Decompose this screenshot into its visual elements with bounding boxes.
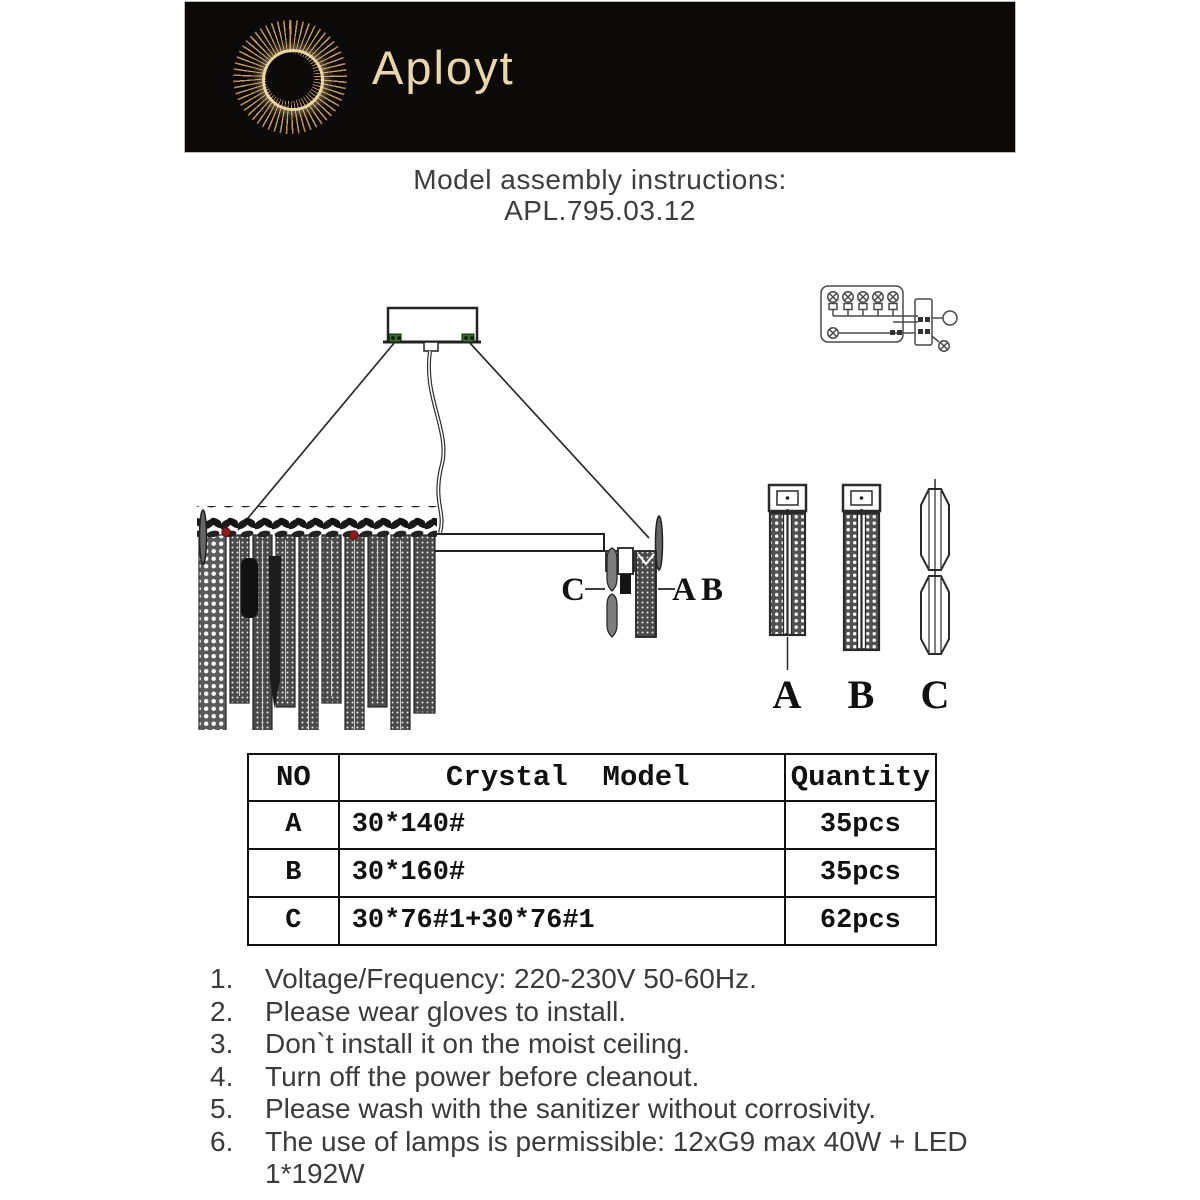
sunburst-core xyxy=(266,53,314,101)
item-text: Please wear gloves to install. xyxy=(265,995,627,1027)
table-row xyxy=(248,801,936,849)
table-header-row xyxy=(248,754,936,801)
row-c-quantity: 62pcs xyxy=(785,897,936,945)
row-b-model: 30*160# xyxy=(339,849,785,897)
row-b-no: B xyxy=(248,849,339,897)
crystal-parts xyxy=(769,479,949,670)
brand-name: Aployt xyxy=(372,41,515,94)
header-no: NO xyxy=(248,754,339,801)
header-quantity: Quantity xyxy=(785,754,936,801)
document-title xyxy=(0,164,1200,226)
item-text: Don`t install it on the moist ceiling. xyxy=(265,1028,690,1059)
item-number: 3. xyxy=(210,1028,234,1059)
list-item xyxy=(210,1126,985,1191)
callout-b: B xyxy=(700,572,724,608)
item-text: The use of lamps is permissible: 12xG9 max 40W + LED 1*192W xyxy=(265,1125,968,1189)
row-c-model: 30*76#1+30*76#1 xyxy=(339,897,785,945)
list-item xyxy=(210,1093,985,1126)
callout-a: A xyxy=(672,572,696,608)
item-text: Please wash with the sanitizer without corrosivity. xyxy=(265,1093,877,1124)
part-b-drawing xyxy=(843,485,880,650)
chandelier-drawing xyxy=(197,308,663,730)
part-a-drawing xyxy=(769,485,806,670)
row-c-no: C xyxy=(248,897,339,945)
item-number: 2. xyxy=(210,995,234,1027)
item-number: 4. xyxy=(210,1060,234,1092)
instruction-list xyxy=(210,963,985,1191)
list-item xyxy=(210,963,985,996)
g9-lamp-silhouette xyxy=(241,558,258,618)
callout-c: C xyxy=(561,572,585,608)
list-item xyxy=(210,1061,985,1094)
row-a-quantity: 35pcs xyxy=(785,801,936,849)
table-row xyxy=(248,849,936,897)
row-b-quantity: 35pcs xyxy=(785,849,936,897)
row-a-no: A xyxy=(248,801,339,849)
table-row xyxy=(248,897,936,945)
part-label-b: B xyxy=(847,672,875,717)
wiring-schematic xyxy=(821,286,957,351)
red-accent xyxy=(222,528,230,536)
part-c-drawing xyxy=(921,479,949,654)
item-text: Voltage/Frequency: 220-230V 50-60Hz. xyxy=(265,963,757,994)
title-line1: Model assembly instructions: xyxy=(413,164,787,195)
part-label-a: A xyxy=(772,672,802,717)
item-text: Turn off the power before cleanout. xyxy=(265,1060,700,1092)
header-model: Crystal Model xyxy=(339,754,785,801)
row-a-model: 30*140# xyxy=(339,801,785,849)
crystal-parts-table xyxy=(247,753,937,946)
assembly-diagram xyxy=(0,255,1200,730)
corner-rays-icon xyxy=(725,2,1015,152)
title-line2: APL.795.03.12 xyxy=(504,195,696,226)
item-number: 1. xyxy=(210,963,234,994)
crystal-strips xyxy=(199,535,435,730)
red-accent xyxy=(350,531,358,539)
item-number: 5. xyxy=(210,1093,234,1124)
list-item xyxy=(210,996,985,1029)
leaf-garland xyxy=(197,506,437,537)
list-item xyxy=(210,1028,985,1061)
brand-banner xyxy=(185,2,1015,152)
part-label-c: C xyxy=(920,672,950,717)
item-number: 6. xyxy=(210,1125,234,1157)
